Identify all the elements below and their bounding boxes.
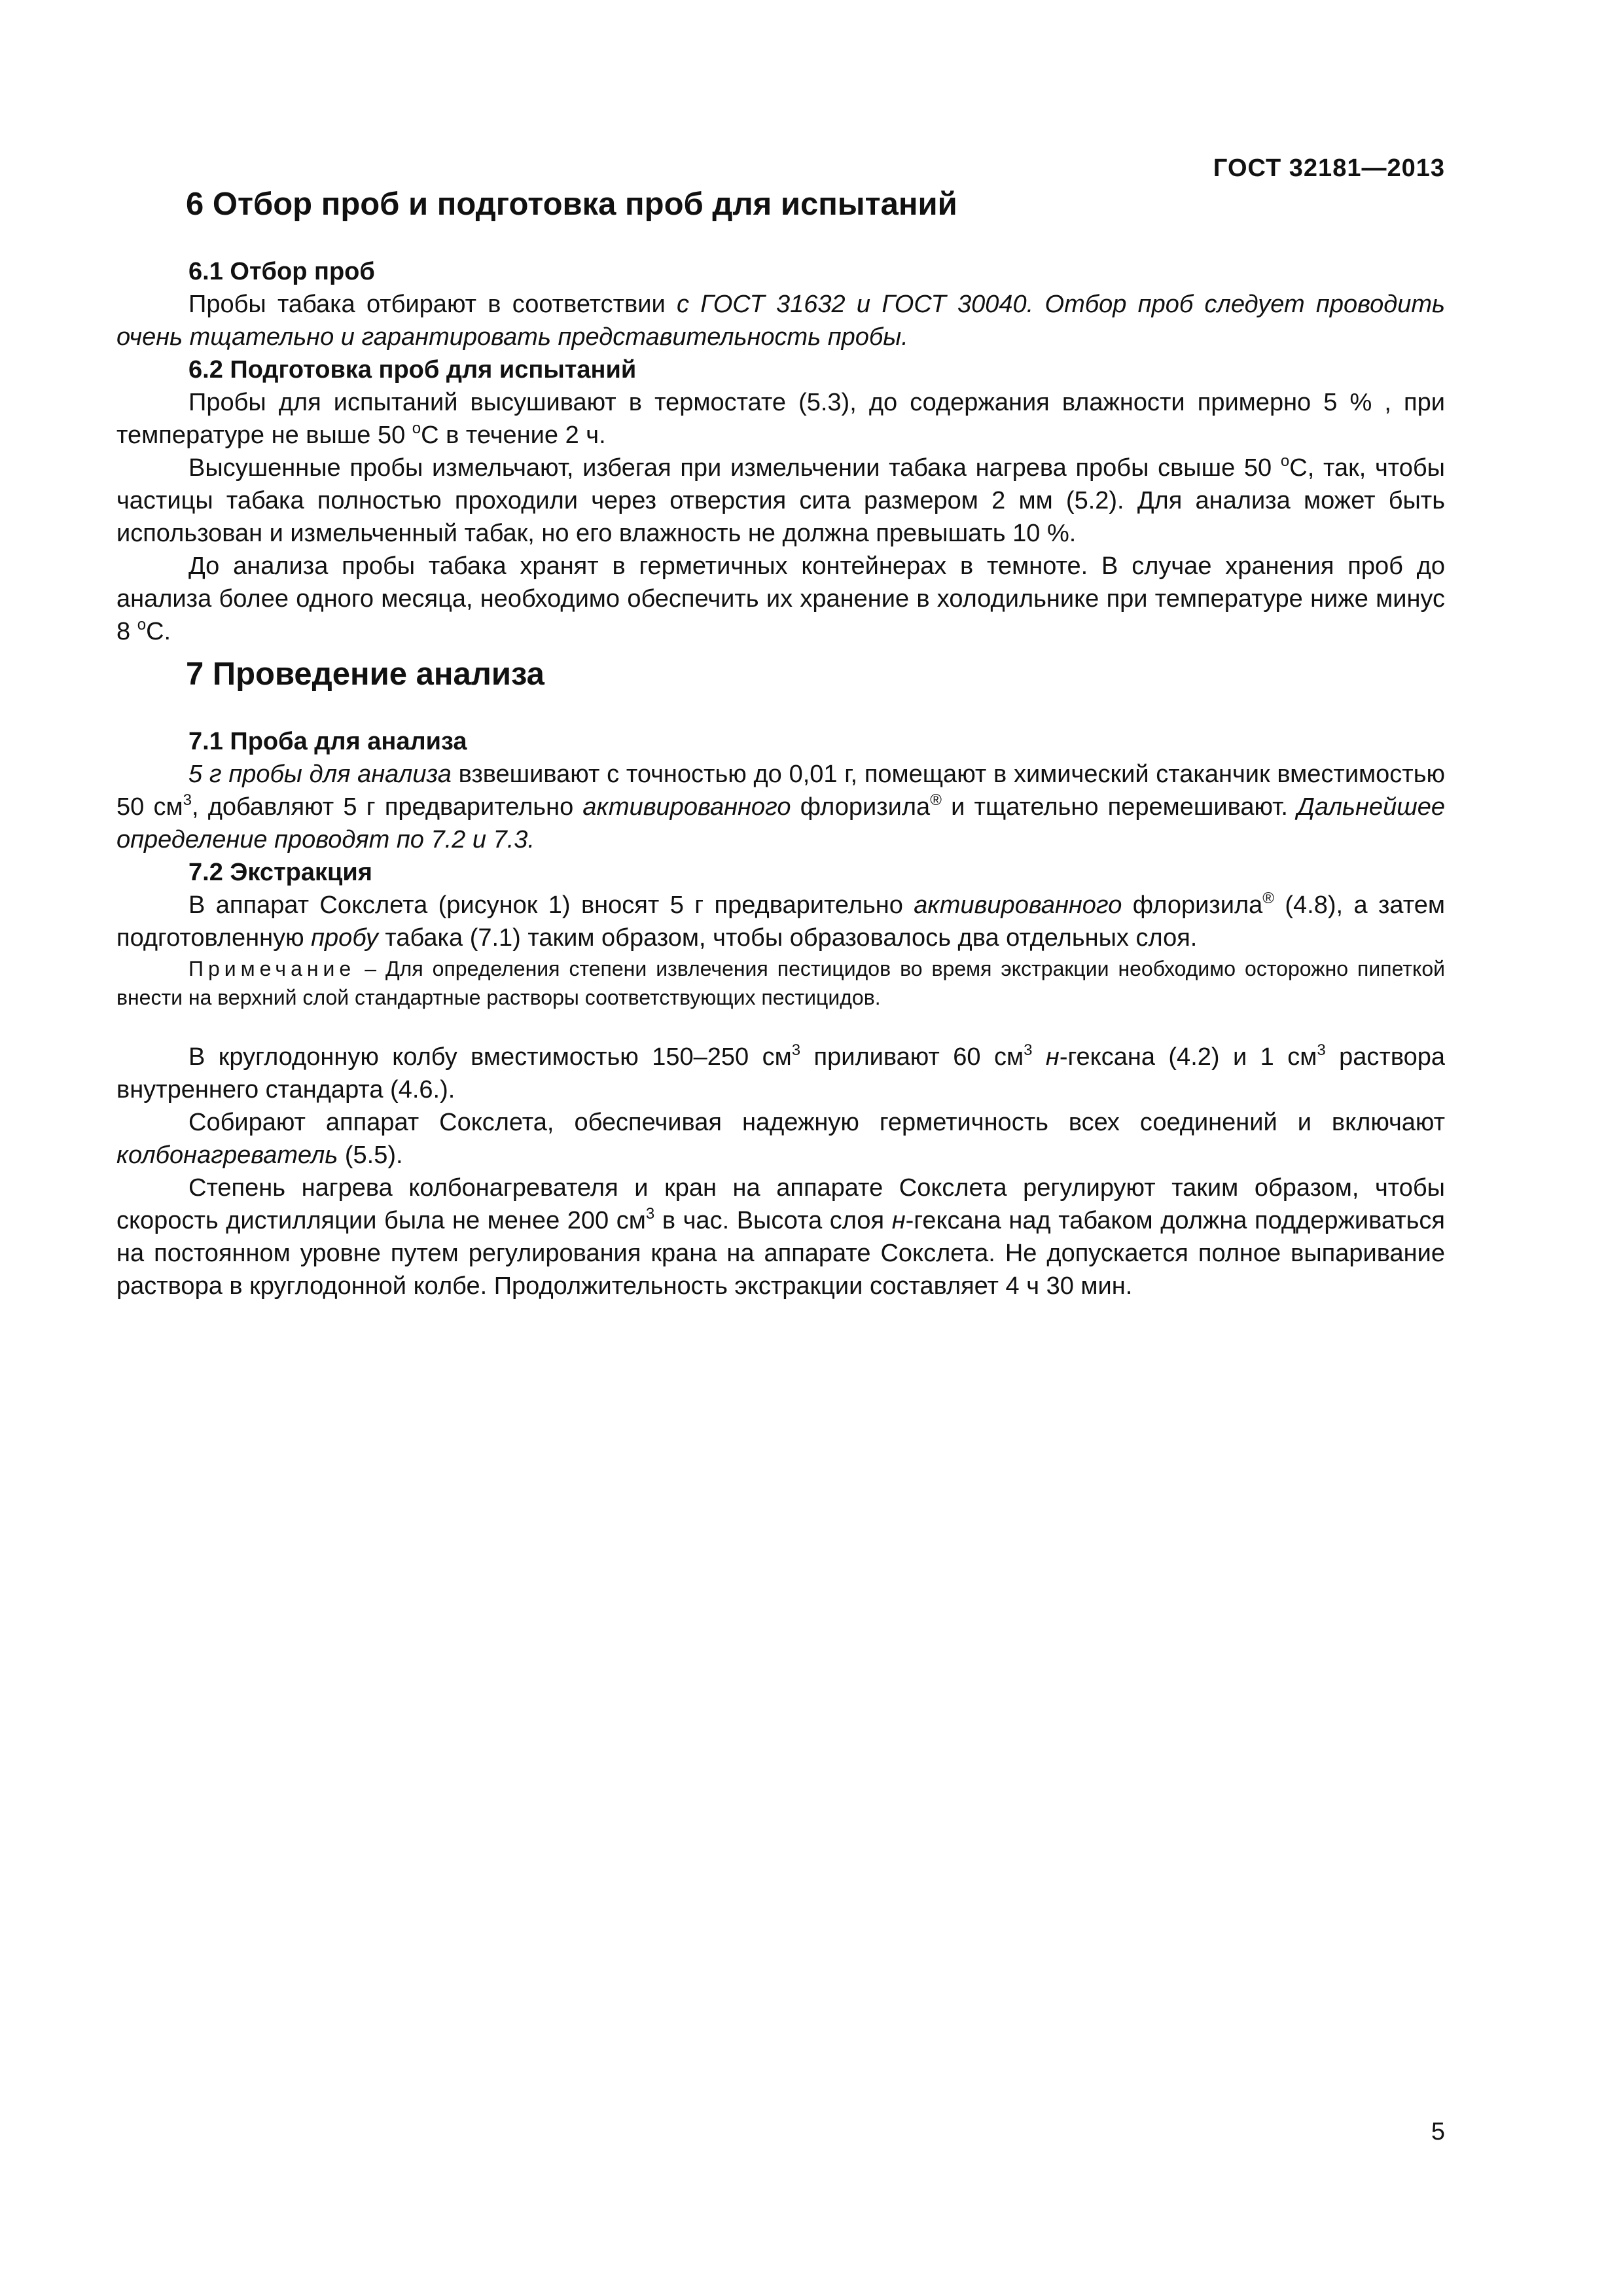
cubic-superscript: 3 xyxy=(1024,1041,1033,1059)
paragraph-7-1 xyxy=(116,758,1445,856)
text-run: Пробы для испытаний высушивают в термостате (5.3), до содержания влажности примерно 5 % , при температуре не выше 50 xyxy=(116,389,1445,449)
italic-run: пробу xyxy=(311,924,378,952)
registered-mark: ® xyxy=(1262,889,1274,907)
subsection-6-2-heading: 6.2 Подготовка проб для испытаний xyxy=(188,356,637,384)
italic-run: Дальнейшее определение проводят по 7.2 и 7.3. xyxy=(116,793,1446,853)
text-run: До анализа пробы табака хранят в герметичных контейнерах в темноте. В случае хранения проб до анализа более одного месяца, необходимо обеспечить их хранение в холодильнике при температуре ниже минус 8 xyxy=(116,552,1445,645)
text-run xyxy=(1032,1043,1045,1071)
note-7-2 xyxy=(116,954,1445,1012)
italic-run: 5 г пробы для анализа xyxy=(188,761,452,788)
text-run: табака (7.1) таким образом, чтобы образовалось два отдельных слоя. xyxy=(378,924,1198,952)
section-6-title: 6 Отбор проб и подготовка проб для испытаний xyxy=(186,187,957,222)
cubic-superscript: 3 xyxy=(791,1041,801,1059)
text-run: и тщательно перемешивают. xyxy=(941,793,1298,821)
section-6-body xyxy=(116,255,1445,648)
paragraph-7-2-4 xyxy=(116,1172,1445,1302)
text-run: С в течение 2 ч. xyxy=(421,422,606,449)
text-run: в час. Высота слоя xyxy=(654,1207,892,1234)
section-7-body xyxy=(116,725,1445,1302)
paragraph-7-2-1 xyxy=(116,889,1445,954)
text-run: , добавляют 5 г предварительно xyxy=(191,793,583,821)
text-run: взвешивают с точностью до 0,01 г, помещают в химический стаканчик вместимостью 50 см xyxy=(116,761,1446,821)
italic-run: н xyxy=(1045,1043,1060,1071)
italic-run: активированного xyxy=(914,891,1122,919)
section-7-title: 7 Проведение анализа xyxy=(186,656,544,692)
text-run: Пробы табака отбирают в соответствии xyxy=(188,291,677,318)
registered-mark: ® xyxy=(930,791,942,809)
text-run: -гексана над табаком должна поддерживаться на постоянном уровне путем регулирования крана на аппарате Сокслета. Не допускается полное выпаривание раствора в круглодонной колбе. Продолжительность экстракции составляет 4 ч 30 мин. xyxy=(116,1207,1445,1300)
text-run: флоризила xyxy=(1122,891,1263,919)
subsection-7-1-heading: 7.1 Проба для анализа xyxy=(188,728,467,755)
subsection-7-2-heading: 7.2 Экстракция xyxy=(188,859,372,886)
text-run: Степень нагрева колбонагревателя и кран на аппарате Сокслета регулируют таким образом, чтобы скорость дистилляции была не менее 200 см xyxy=(116,1174,1445,1234)
text-run: раствора внутреннего стандарта (4.6.). xyxy=(116,1043,1445,1103)
text-run: С, так, чтобы частицы табака полностью проходили через отверстия сита размером 2 мм (5.2). Для анализа может быть использован и измельченный табак, но его влажность не должна превышать 10 %. xyxy=(116,454,1445,547)
paragraph-6-2-3 xyxy=(116,550,1445,648)
document-page xyxy=(116,0,1445,2296)
text-run: В круглодонную колбу вместимостью 150–250 см xyxy=(188,1043,792,1071)
paragraph-6-1 xyxy=(116,288,1445,353)
subsection-6-1-heading: 6.1 Отбор проб xyxy=(188,258,375,285)
note-label: Примечание xyxy=(188,957,356,980)
note-text: – Для определения степени извлечения пестицидов во время экстракции необходимо осторожно пипеткой внести на верхний слой стандартные растворы соответствующих пестицидов. xyxy=(116,957,1445,1009)
cubic-superscript: 3 xyxy=(1317,1041,1326,1059)
standard-designation: ГОСТ 32181—2013 xyxy=(1213,154,1445,182)
italic-run: с ГОСТ 31632 и ГОСТ 30040. Отбор проб следует проводить очень тщательно и гарантировать представительность пробы. xyxy=(116,291,1445,351)
text-run: С. xyxy=(146,618,171,645)
degree-superscript: о xyxy=(137,616,147,634)
cubic-superscript: 3 xyxy=(183,791,192,809)
italic-run: активированного xyxy=(582,793,791,821)
text-run: В аппарат Сокслета (рисунок 1) вносят 5 г предварительно xyxy=(188,891,914,919)
paragraph-6-2-2 xyxy=(116,452,1445,550)
paragraph-7-2-3 xyxy=(116,1106,1445,1172)
paragraph-7-2-2 xyxy=(116,1041,1445,1106)
text-run: Собирают аппарат Сокслета, обеспечивая надежную герметичность всех соединений и включают xyxy=(188,1109,1445,1136)
text-run: -гексана (4.2) и 1 см xyxy=(1059,1043,1317,1071)
italic-run: колбонагреватель xyxy=(116,1141,338,1169)
text-run: Высушенные пробы измельчают, избегая при измельчении табака нагрева пробы свыше 50 xyxy=(188,454,1281,482)
page-number: 5 xyxy=(1431,2118,1445,2145)
degree-superscript: о xyxy=(1280,452,1290,470)
paragraph-6-2-1 xyxy=(116,386,1445,452)
text-run: (5.5). xyxy=(338,1141,403,1169)
degree-superscript: о xyxy=(412,420,421,437)
text-run: приливают 60 см xyxy=(800,1043,1024,1071)
cubic-superscript: 3 xyxy=(645,1205,655,1223)
text-run: флоризила xyxy=(791,793,931,821)
italic-run: н xyxy=(891,1207,906,1234)
text-run: (4.8), а затем подготовленную xyxy=(116,891,1445,952)
